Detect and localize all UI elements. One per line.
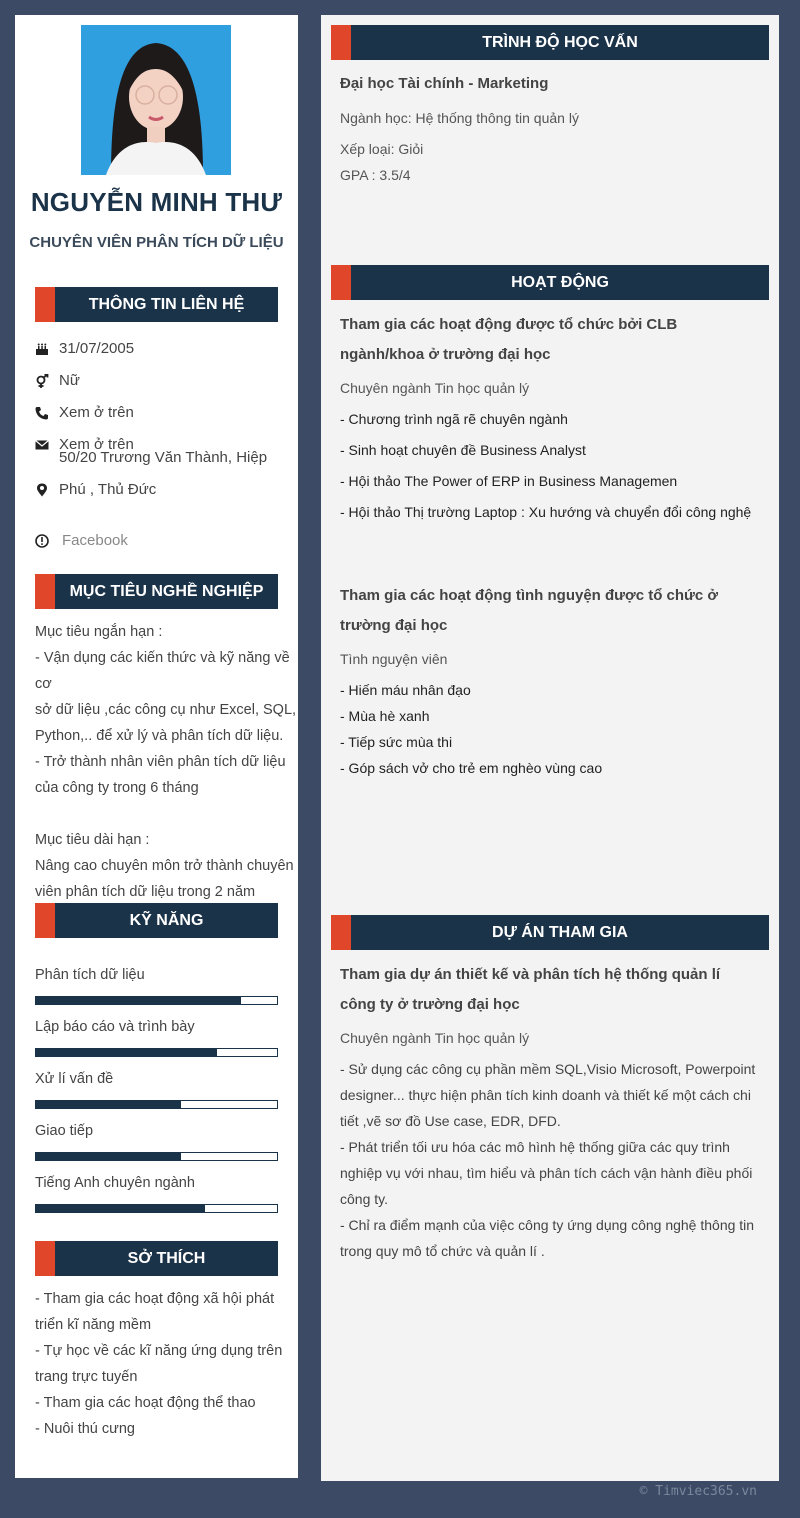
projects-header-label: DỰ ÁN THAM GIA [492,923,628,941]
activity-title: Tham gia các hoạt động tình nguyện được tổ chức ở trường đại học [340,587,719,634]
projects-header [331,915,769,950]
phone-value: Xem ở trên [59,404,134,421]
project-description: - Sử dụng các công cụ phần mềm SQL,Visio Microsoft, Powerpoint designer... thực hiện phân tích kinh doanh và thiết kế một cách chi tiết ,vẽ sơ đồ Use case, EDR, DFD. - Phát triển tối ưu hóa các mô hình hệ thống giữa các quy trình nghiệp vụ với nhau, tìm hiểu và phân tích cách vận hành điều phối công ty. - Chỉ ra điểm mạnh của việc công ty ứng dụng công nghệ thông tin trong quy mô tổ chức và quản lí . [340,1061,756,1259]
activity-item: - Mùa hè xanh [340,708,430,724]
header-accent [35,903,55,938]
objective-line: sở dữ liệu ,các công cụ như Excel, SQL, [35,702,297,718]
skill-label: Lập báo cáo và trình bày [35,1019,195,1035]
skill-bar-fill [36,1205,205,1212]
activity-item: - Sinh hoạt chuyên đề Business Analyst [340,442,586,458]
profile-photo [81,25,231,175]
skill-item [35,1175,278,1213]
contact-phone [35,404,134,429]
activity-item: - Góp sách vở cho trẻ em nghèo vùng cao [340,760,603,776]
project-subtitle: Chuyên ngành Tin học quản lý [340,1030,530,1046]
hobby-line: - Nuôi thú cưng [35,1421,135,1437]
contact-birthday [35,340,134,365]
activity-subtitle: Chuyên ngành Tin học quản lý [340,380,530,396]
activity-item: - Hội thảo Thị trường Laptop : Xu hướng và chuyển đổi công nghệ [340,504,752,520]
hobbies-header [35,1241,278,1276]
objective-line: Mục tiêu dài hạn : [35,832,150,848]
address-line2: Phú , Thủ Đức [59,481,157,498]
activity-title: Tham gia các hoạt động được tổ chức bởi CLB ngành/khoa ở trường đại học [340,316,678,363]
skill-label: Xử lí vấn đề [35,1071,114,1087]
activities-header-label: HOẠT ĐỘNG [511,273,609,291]
contact-facebook[interactable] [35,532,128,557]
contact-gender [35,372,80,397]
skill-bar-fill [36,1101,181,1108]
activity-item: - Chương trình ngã rẽ chuyên ngành [340,411,568,427]
skill-label: Phân tích dữ liệu [35,967,145,983]
phone-icon [35,406,49,420]
skill-bar [35,1100,278,1109]
contact-header-label: THÔNG TIN LIÊN HỆ [88,295,245,313]
activity-item: - Hiến máu nhân đạo [340,682,471,698]
objective-line: của công ty trong 6 tháng [35,780,199,796]
hobby-line: - Tham gia các hoạt động thể thao [35,1395,256,1411]
activity-item: - Tiếp sức mùa thi [340,734,453,750]
mail-icon [35,438,49,452]
skill-bar-fill [36,997,241,1004]
info-circle-icon [35,534,49,548]
skill-item [35,1019,278,1057]
skills-header-label: KỸ NĂNG [129,911,204,929]
gender-icon [35,374,49,388]
objective-line: viên phân tích dữ liệu trong 2 năm [35,884,256,900]
right-column [321,15,779,1481]
candidate-name: NGUYỄN MINH THƯ [30,187,283,217]
address-line1: 50/20 Trương Văn Thành, Hiệp [59,449,268,466]
project-title: Tham gia dự án thiết kế và phân tích hệ thống quản lí công ty ở trường đại học [340,966,721,1013]
skill-item [35,1071,278,1109]
objective-line: Python,.. để xử lý và phân tích dữ liệu. [35,728,284,744]
skill-bar [35,996,278,1005]
activities-header [331,265,769,300]
header-accent [331,915,351,950]
hobby-line: - Tham gia các hoạt động xã hội phát [35,1291,275,1307]
skills-header [35,903,278,938]
education-school: Đại học Tài chính - Marketing [340,75,549,92]
education-major: Ngành học: Hệ thống thông tin quản lý [340,110,579,126]
hobbies-header-label: SỞ THÍCH [127,1249,206,1267]
cake-icon [35,342,49,356]
hobby-line: - Tự học về các kĩ năng ứng dụng trên [35,1343,283,1359]
activity-subtitle: Tình nguyện viên [340,651,448,667]
objective-line: Mục tiêu ngắn hạn : [35,624,163,640]
objective-line: - Vận dụng các kiến thức và kỹ năng về cơ [35,650,290,692]
objective-line: Nâng cao chuyên môn trở thành chuyên [35,858,294,874]
hobby-line: triển kĩ năng mềm [35,1317,152,1333]
skill-label: Giao tiếp [35,1123,94,1139]
objective-header [35,574,278,609]
objective-line: - Trở thành nhân viên phân tích dữ liệu [35,754,286,770]
skill-label: Tiếng Anh chuyên ngành [35,1175,195,1191]
contact-header [35,287,278,322]
skill-item [35,967,278,1005]
hobbies-text [35,1286,297,1442]
skill-bar-fill [36,1049,217,1056]
education-rank: Xếp loại: Giỏi [340,141,424,157]
copyright-watermark: © Timviec365.vn [639,1484,757,1499]
candidate-role: CHUYÊN VIÊN PHÂN TÍCH DỮ LIỆU [29,234,284,251]
contact-address [35,449,268,506]
objective-header-label: MỤC TIÊU NGHỀ NGHIỆP [69,582,264,600]
header-accent [35,1241,55,1276]
header-accent [35,287,55,322]
skill-bar [35,1204,278,1213]
email-value: Xem ở trên [59,436,134,453]
location-pin-icon [35,483,49,497]
education-header-label: TRÌNH ĐỘ HỌC VẤN [482,33,638,51]
header-accent [35,574,55,609]
education-header [331,25,769,60]
skill-bar [35,1152,278,1161]
header-accent [331,265,351,300]
skill-bar [35,1048,278,1057]
education-gpa: GPA : 3.5/4 [340,167,411,183]
birthday-value: 31/07/2005 [59,340,135,357]
skill-item [35,1123,278,1161]
activity-item: - Hội thảo The Power of ERP in Business Managemen [340,473,678,489]
gender-value: Nữ [59,372,80,389]
header-accent [331,25,351,60]
objective-text [35,619,297,905]
left-column [15,15,298,1478]
skill-bar-fill [36,1153,181,1160]
facebook-link[interactable]: Facebook [62,532,128,549]
hobby-line: trang trực tuyến [35,1369,138,1385]
